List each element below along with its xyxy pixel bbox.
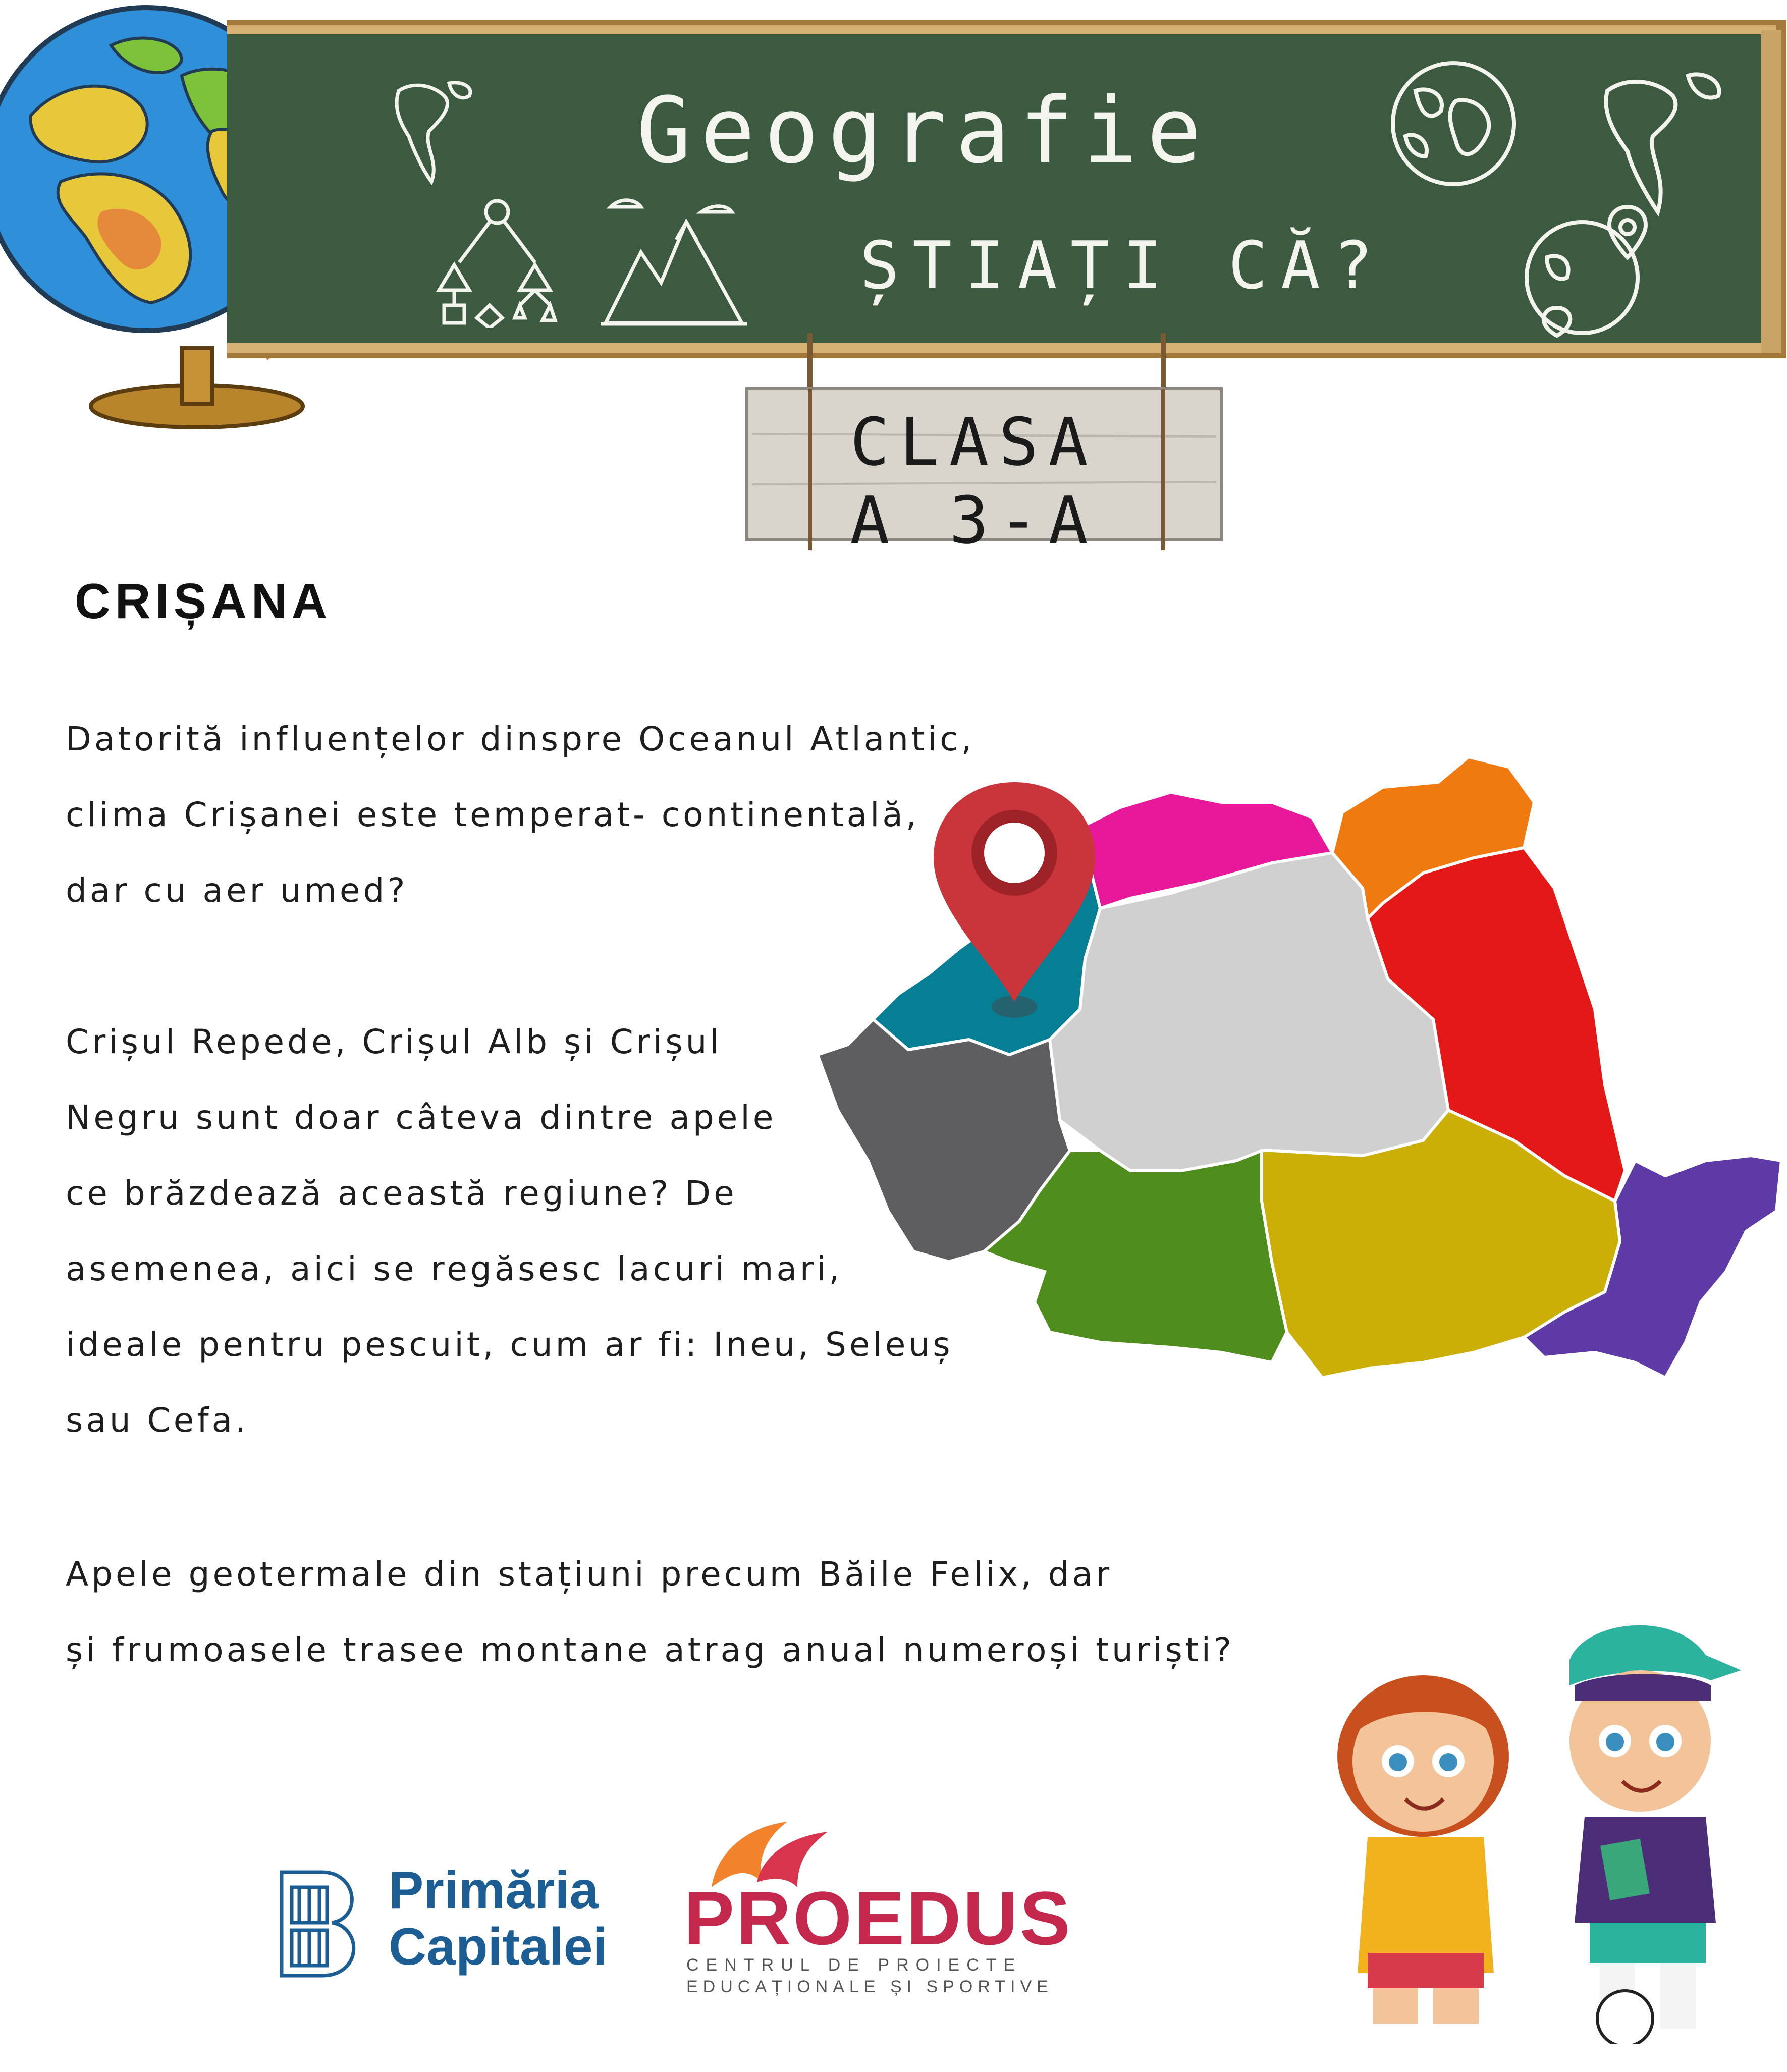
text-line: și frumoasele trasee montane atrag anual numeroși turiști? (66, 1630, 1234, 1669)
proedus-subtitle-line1: CENTRUL DE PROIECTE (686, 1955, 1022, 1975)
text-line: Crișul Repede, Crișul Alb și Crișul (66, 1022, 722, 1061)
text-line: Negru sunt doar câteva dintre apele (66, 1098, 777, 1137)
text-line: ideale pentru pescuit, cum ar fi: Ineu, Seleuș (66, 1325, 953, 1364)
primaria-line2: Capitalei (389, 1918, 608, 1976)
text-line: ce brăzdează această regiune? De (66, 1174, 737, 1213)
text-line: dar cu aer umed? (66, 871, 408, 910)
board-subtitle: ȘTIAȚI CĂ? (859, 227, 1386, 304)
location-globe-icon (1517, 202, 1658, 338)
kids-illustration (1322, 1600, 1776, 2044)
text-line: Datorită influențelor dinspre Oceanul Atlantic, (66, 720, 975, 758)
sign-class-label: CLASA (850, 404, 1098, 480)
text-line: asemenea, aici se regăsesc lacuri mari, (66, 1249, 843, 1288)
proedus-subtitle-line2: EDUCAȚIONALE ȘI SPORTIVE (686, 1977, 1053, 1996)
text-line: sau Cefa. (66, 1401, 249, 1440)
paragraph-tourism (66, 1537, 1234, 1688)
mountains-icon (601, 192, 747, 328)
world-map-icon (394, 76, 479, 187)
globe-chalk-icon (1385, 56, 1522, 192)
sign-grade-label: A 3-A (850, 482, 1098, 559)
proedus-logo-name: PROEDUS (684, 1876, 1072, 1960)
hierarchy-diagram-icon (434, 197, 560, 328)
primaria-line1: Primăria (389, 1861, 599, 1920)
text-line: clima Crișanei este temperat- continentală, (66, 795, 919, 834)
region-title: CRIȘANA (75, 573, 332, 629)
primaria-capitalei-emblem (277, 1867, 362, 1981)
romania-region-map (818, 757, 1786, 1463)
americas-map-icon (1602, 61, 1734, 217)
board-title: Geografie (636, 78, 1211, 184)
primaria-capitalei-logo-text (389, 1862, 607, 1975)
text-line: Apele geotermale din stațiuni precum Băile Felix, dar (66, 1555, 1113, 1594)
